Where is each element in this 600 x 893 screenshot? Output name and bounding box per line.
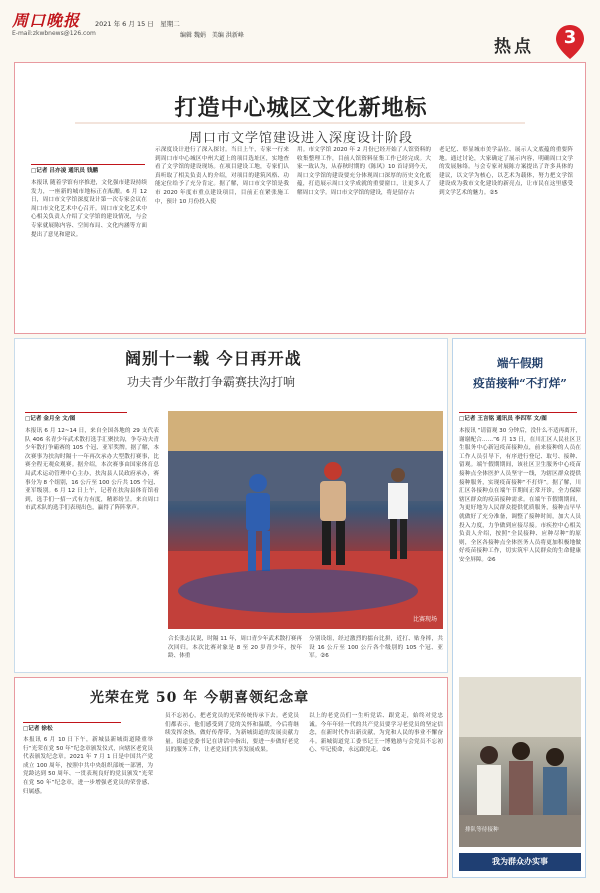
- article-column-4: 老记忆、彰显城市美学品位、展示人文底蕴的重要阵地。通过讨论，大家确定了展示内容，明确周口文学的发展脉络。与会专家对展陈方案提出了许多具体的建议，以文学为核心，以艺术为载体，努力把文学馆建设成为我市文化建设的新亮点，让市民在这里感受到文学艺术的魅力。②5: [439, 147, 573, 196]
- article-column-3: 用。市文学馆 2020 年 2 月份已经开始了人馆资料的收集整理工作，目前人馆资料征集工作已经完成。大家一致认为，从春秋时期的《陈风》10 首诗到今天，周口文学馆的建设要充分体现周口深厚的历史文化底蕴，打造展示周口文学成就的重要窗口，让更多人了解周口文学。周口市文学馆的建设，将是留存古: [297, 147, 431, 196]
- article-body: 本报讯 “请留观 30 分钟后，没什么不适再离开，谢谢配合……”6 月 13 日，在川汇区人民社区卫生服务中心新冠疫苗接种点，前来接种的人员在工作人员引导下，有序进行登记、取号、接种、留观。端午假期期间，该社区卫生服务中心疫苗接种点全体医护人员坚守一线，为辖区群众提供接种服务，实现疫苗接种“不打烊”。据了解，川汇区各接种点在端午节期间正常开诊，全力保障辖区群众的疫苗接种需求。在端午节假期期间，为更好地为人民群众提供优质服务，接种点早早就做好了充分准备，调整了接种时间，加大人员投入力度，力争做到应接尽接。市疾控中心相关负责人介绍，按照“全民接种、应种尽种”的原则，全区各接种点全体医务人员将更加积极地做好疫苗接种工作，切实筑牢人民群众的生命健康安全屏障。②6: [459, 428, 581, 563]
- photo-caption: 比赛现场: [412, 616, 437, 623]
- article-byline: □记者 徐松: [23, 722, 121, 732]
- article-headline: 阔别十一载 今日再开战: [125, 349, 302, 368]
- article-column-1: 本报讯 6 月 12~14 日，来自全国各地的 29 支代表队 406 名青少年武术散打选手汇聚扶沟，争夺功夫青少年散打争霸赛的 105 个冠、亚军奖牌。据了解，本次赛事为扶沟时隔十一年再次承办大型散打赛事，比赛全程无观众观赛。据介绍，本次赛事由国家体育总局武术运动管理中心主办，扶沟县人民政府承办，赛事分为 8 个组别，16 公斤至 100 公斤共 105 个冠、亚军级别。6 月 12 日上午，记者在扶沟县体育馆看到，选手们一招一式有力有度，精彩纷呈。来自周口市武术队的选手们表现出色，赢得了阵阵掌声。: [25, 428, 159, 512]
- article-byline: □记者 吕亦凌 通讯员 钱鹏: [31, 164, 145, 174]
- article-column-3: 以上的老党员们一生听党话、跟党走，始终对党忠诚。今年年轻一代的共产党员要学习老党员的坚定信念，在新时代作出新贡献，为党和人民的事业不懈奋斗。新城街道党工委书记王一博勉励与会党员不忘初心、牢记使命，永远跟党走。②6: [309, 713, 443, 754]
- article-vaccination: [452, 338, 586, 878]
- photo-illustration: [168, 411, 443, 629]
- photo-caption: 排队等待接种: [465, 827, 499, 833]
- editor-credits: 编辑 魏娟 美编 洪新峰: [180, 32, 244, 39]
- sanda-match-photo: [168, 411, 443, 629]
- section-title: 热点: [494, 37, 534, 57]
- article-headline-line2: 疫苗接种“不打烊”: [473, 376, 567, 390]
- article-column-2: 合长张志民说，时隔 11 年，周口青少年武术散打赛再次回归。本次比赛对象是 8 至 20 岁青少年，按年龄、体重: [168, 636, 302, 660]
- masthead-email: E-mail:zkwbnews@126.com: [12, 30, 96, 37]
- vaccination-queue-photo: [459, 677, 581, 847]
- article-column-2: 示深度设计进行了深入探讨。当日上午，专家一行来到周口市中心城区中州大道上的项目选址区，实地查看了文学馆的建设现场。在项目建设工地，专家们认真听取了相关负责人的介绍，对项目的建筑风格、功能定位给予了充分肯定。据了解，周口市文学馆是我市 2020 年度市重点建设项目，目前正在紧张施工中，预计 10 月份投入使: [155, 147, 289, 205]
- page-number: 3: [563, 27, 577, 48]
- issue-date: 2021 年 6 月 15 日 星期二: [95, 20, 180, 28]
- article-sanda-tournament: [14, 338, 448, 673]
- article-subheadline: 周口市文学馆建设进入深度设计阶段: [188, 131, 413, 146]
- article-byline: □记者 金月全 文/图: [25, 412, 127, 422]
- newspaper-logo: 周口晚报: [12, 11, 81, 30]
- article-column-2: 员不忘初心，把老党员的光荣传统传承下去。老党员们都表示，他们感受到了党的关怀和温暖，今后将继续发挥余热，做好传帮带，为新城街道的发展贡献力量。街道党委书记在讲话中指出，要进一步做好老党员的服务工作，让老党员们共享发展成果。: [165, 713, 299, 754]
- article-column-3: 分别设组，经过激烈的擂台比拼，近打、贴身摔，共设 16 公斤至 100 公斤各个级别的 105 个冠、亚军。②6: [309, 636, 443, 660]
- article-party-anniversary: [14, 677, 448, 878]
- article-column-1: 本报讯 6 月 10 日下午，新城县新城街道隆重举行“光荣在党 50 年”纪念章颁发仪式，向辖区老党员代表颁发纪念章。2021 年 7 月 1 日是中国共产党成立 100 周年，按照中共中央组织部统一部署，为党龄达到 50 周年、一贯表现良好的党员颁发“光荣在党 50 年”纪念章，进一步增强老党员的荣誉感、归属感。: [23, 737, 153, 795]
- article-column-1: 本报讯 随着学馆有序推进，文化强市建设持续发力，一座新的城市地标正在酝酿。6 月 12 日，周口市文学馆深度设计第一次专家会议在周口市文化艺术中心召开。周口市文化艺术中心相关负责人介绍了文学馆的建设情况，与会专家就展陈内容、空间布局、文化内涵等方面提出了意见和建议。: [31, 180, 147, 238]
- article-byline: □记者 王言铭 通讯员 李四军 文/图: [459, 412, 577, 422]
- article-cultural-landmark: [14, 62, 586, 334]
- campaign-banner: 我为群众办实事: [459, 853, 581, 871]
- photo-illustration: [459, 677, 581, 847]
- masthead: [0, 0, 600, 60]
- article-headline: 光荣在党 50 年 今朝喜领纪念章: [90, 690, 310, 706]
- article-headline-line1: 端午假期: [497, 356, 543, 370]
- article-subheadline: 功夫青少年散打争霸赛扶沟打响: [127, 375, 296, 389]
- article-headline: 打造中心城区文化新地标: [174, 95, 428, 121]
